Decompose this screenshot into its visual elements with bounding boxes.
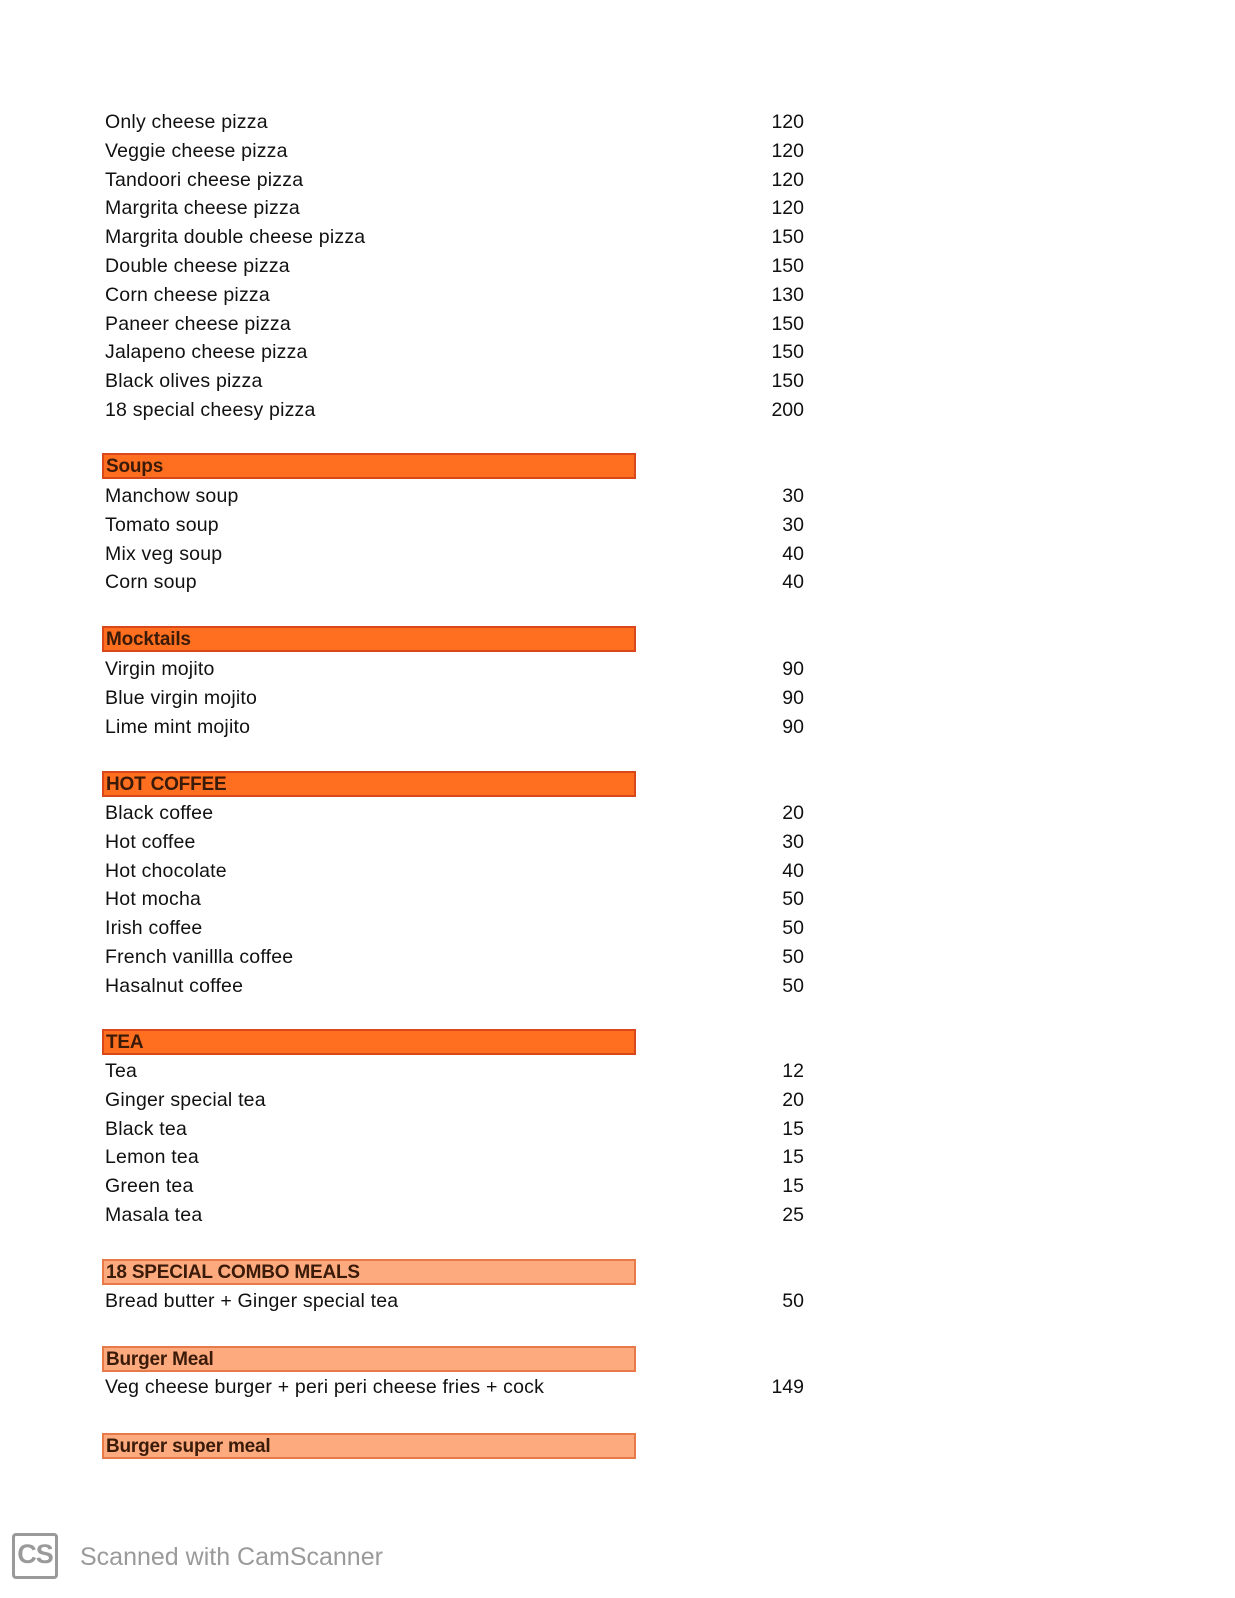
menu-item-row [104,252,804,281]
menu-item-row [104,1086,804,1115]
menu-item-row [104,194,804,223]
section-header [102,1259,636,1285]
section-header-label: Burger Meal [106,1349,214,1370]
menu-item-name: Lemon tea [105,1146,199,1169]
menu-item-name: Hasalnut coffee [105,974,244,997]
menu-item-row [104,223,804,252]
menu-item-name: Only cheese pizza [105,111,268,133]
menu-item-row [104,972,804,1001]
menu-item-row [104,1201,804,1230]
menu-item-price: 20 [782,802,804,824]
section-header-label: Mocktails [106,629,191,650]
menu-item-name: Virgin mojito [105,658,215,680]
camscanner-logo-text: CS [17,1539,53,1569]
menu-item-name: Veg cheese burger + peri peri cheese fries + cock [105,1376,545,1398]
menu-item-price: 150 [771,341,804,364]
menu-item-name: Hot chocolate [105,859,227,882]
menu-item-price: 200 [771,399,804,421]
menu-item-name: Masala tea [105,1204,203,1226]
menu-item-name: Tea [105,1060,138,1082]
menu-item-row [104,1143,804,1172]
menu-item-name: 18 special cheesy pizza [105,399,316,421]
menu-item-name: Black coffee [105,802,214,824]
menu-item-row [104,338,804,367]
menu-item-row [104,857,804,886]
menu-item-price: 120 [771,197,804,220]
menu-item-name: Irish coffee [105,917,203,940]
menu-item-price: 90 [782,658,804,680]
menu-item-price: 50 [782,974,804,997]
menu-item-price: 90 [782,686,804,709]
menu-item-price: 30 [782,830,804,853]
menu-item-price: 40 [782,542,804,565]
menu-item-row [104,310,804,339]
menu-item-price: 50 [782,917,804,940]
menu-item-row [104,367,804,396]
menu-item-row [104,684,804,713]
section-header [102,453,636,479]
menu-item-name: Blue virgin mojito [105,686,258,709]
camscanner-logo-icon [12,1533,58,1579]
menu-item-row [104,1172,804,1201]
menu-item-name: Tomato soup [105,513,219,536]
menu-item-name: Bread butter + Ginger special tea [105,1290,399,1312]
menu-item-row [104,828,804,857]
menu-item-row [104,799,804,828]
menu-item-name: Margrita double cheese pizza [105,226,366,249]
menu-item-name: Hot mocha [105,888,202,911]
menu-item-price: 120 [771,139,804,162]
menu-item-row [104,943,804,972]
menu-item-price: 15 [782,1117,804,1140]
menu-item-name: Lime mint mojito [105,715,251,738]
menu-item-price: 130 [771,283,804,306]
menu-item-name: Veggie cheese pizza [105,139,288,162]
menu-item-price: 25 [782,1204,804,1226]
menu-item-name: Black olives pizza [105,370,263,393]
menu-item-price: 150 [771,370,804,393]
menu-item-row [104,1115,804,1144]
menu-item-row [104,166,804,195]
menu-item-name: Double cheese pizza [105,255,290,277]
section-header [102,771,636,797]
menu-item-name: Black tea [105,1117,188,1140]
menu-item-price: 15 [782,1175,804,1198]
menu-item-price: 120 [771,111,804,133]
section-header-label: HOT COFFEE [106,774,227,795]
section-header [102,1346,636,1372]
menu-item-row [104,540,804,569]
camscanner-watermark [12,1533,412,1583]
menu-item-row [104,713,804,742]
menu-item-price: 50 [782,888,804,911]
menu-item-name: Ginger special tea [105,1088,266,1111]
menu-item-name: Corn cheese pizza [105,283,270,306]
menu-item-row [104,568,804,597]
menu-item-price: 40 [782,571,804,594]
section-header-label: Soups [106,456,164,477]
menu-item-price: 12 [782,1060,804,1082]
menu-item-row [104,914,804,943]
section-header [102,1029,636,1055]
menu-item-row [104,655,804,684]
menu-item-price: 50 [782,946,804,968]
section-header-label: 18 SPECIAL COMBO MEALS [106,1262,360,1283]
menu-item-price: 150 [771,312,804,335]
menu-item-price: 30 [782,513,804,536]
menu-item-price: 30 [782,485,804,507]
menu-item-name: French vanillla coffee [105,946,294,968]
menu-item-name: Tandoori cheese pizza [105,168,304,191]
menu-item-name: Paneer cheese pizza [105,312,291,335]
menu-item-row [104,482,804,511]
menu-item-row [104,511,804,540]
menu-item-name: Manchow soup [105,485,239,507]
menu-item-row [104,885,804,914]
menu-item-row [104,1057,804,1086]
menu-item-name: Green tea [105,1175,194,1198]
section-header-label: TEA [106,1032,144,1053]
menu-item-price: 90 [782,715,804,738]
menu-item-row [104,137,804,166]
menu-item-row [104,108,804,137]
menu-item-price: 120 [771,168,804,191]
menu-item-row [104,396,804,425]
menu-item-row [104,1287,804,1316]
menu-item-price: 149 [771,1376,804,1398]
menu-item-price: 150 [771,226,804,249]
section-header [102,1433,636,1459]
menu-item-price: 50 [782,1290,804,1312]
menu-item-name: Mix veg soup [105,542,223,565]
menu-item-price: 15 [782,1146,804,1169]
menu-item-price: 150 [771,255,804,277]
watermark-text: Scanned with CamScanner [80,1543,383,1571]
menu-item-row [104,1373,804,1402]
menu-item-row [104,281,804,310]
menu-item-price: 40 [782,859,804,882]
menu-item-name: Corn soup [105,571,197,594]
menu-item-price: 20 [782,1088,804,1111]
section-header-label: Burger super meal [106,1436,271,1457]
menu-item-name: Margrita cheese pizza [105,197,300,220]
menu-item-name: Jalapeno cheese pizza [105,341,308,364]
section-header [102,626,636,652]
menu-item-name: Hot coffee [105,830,196,853]
